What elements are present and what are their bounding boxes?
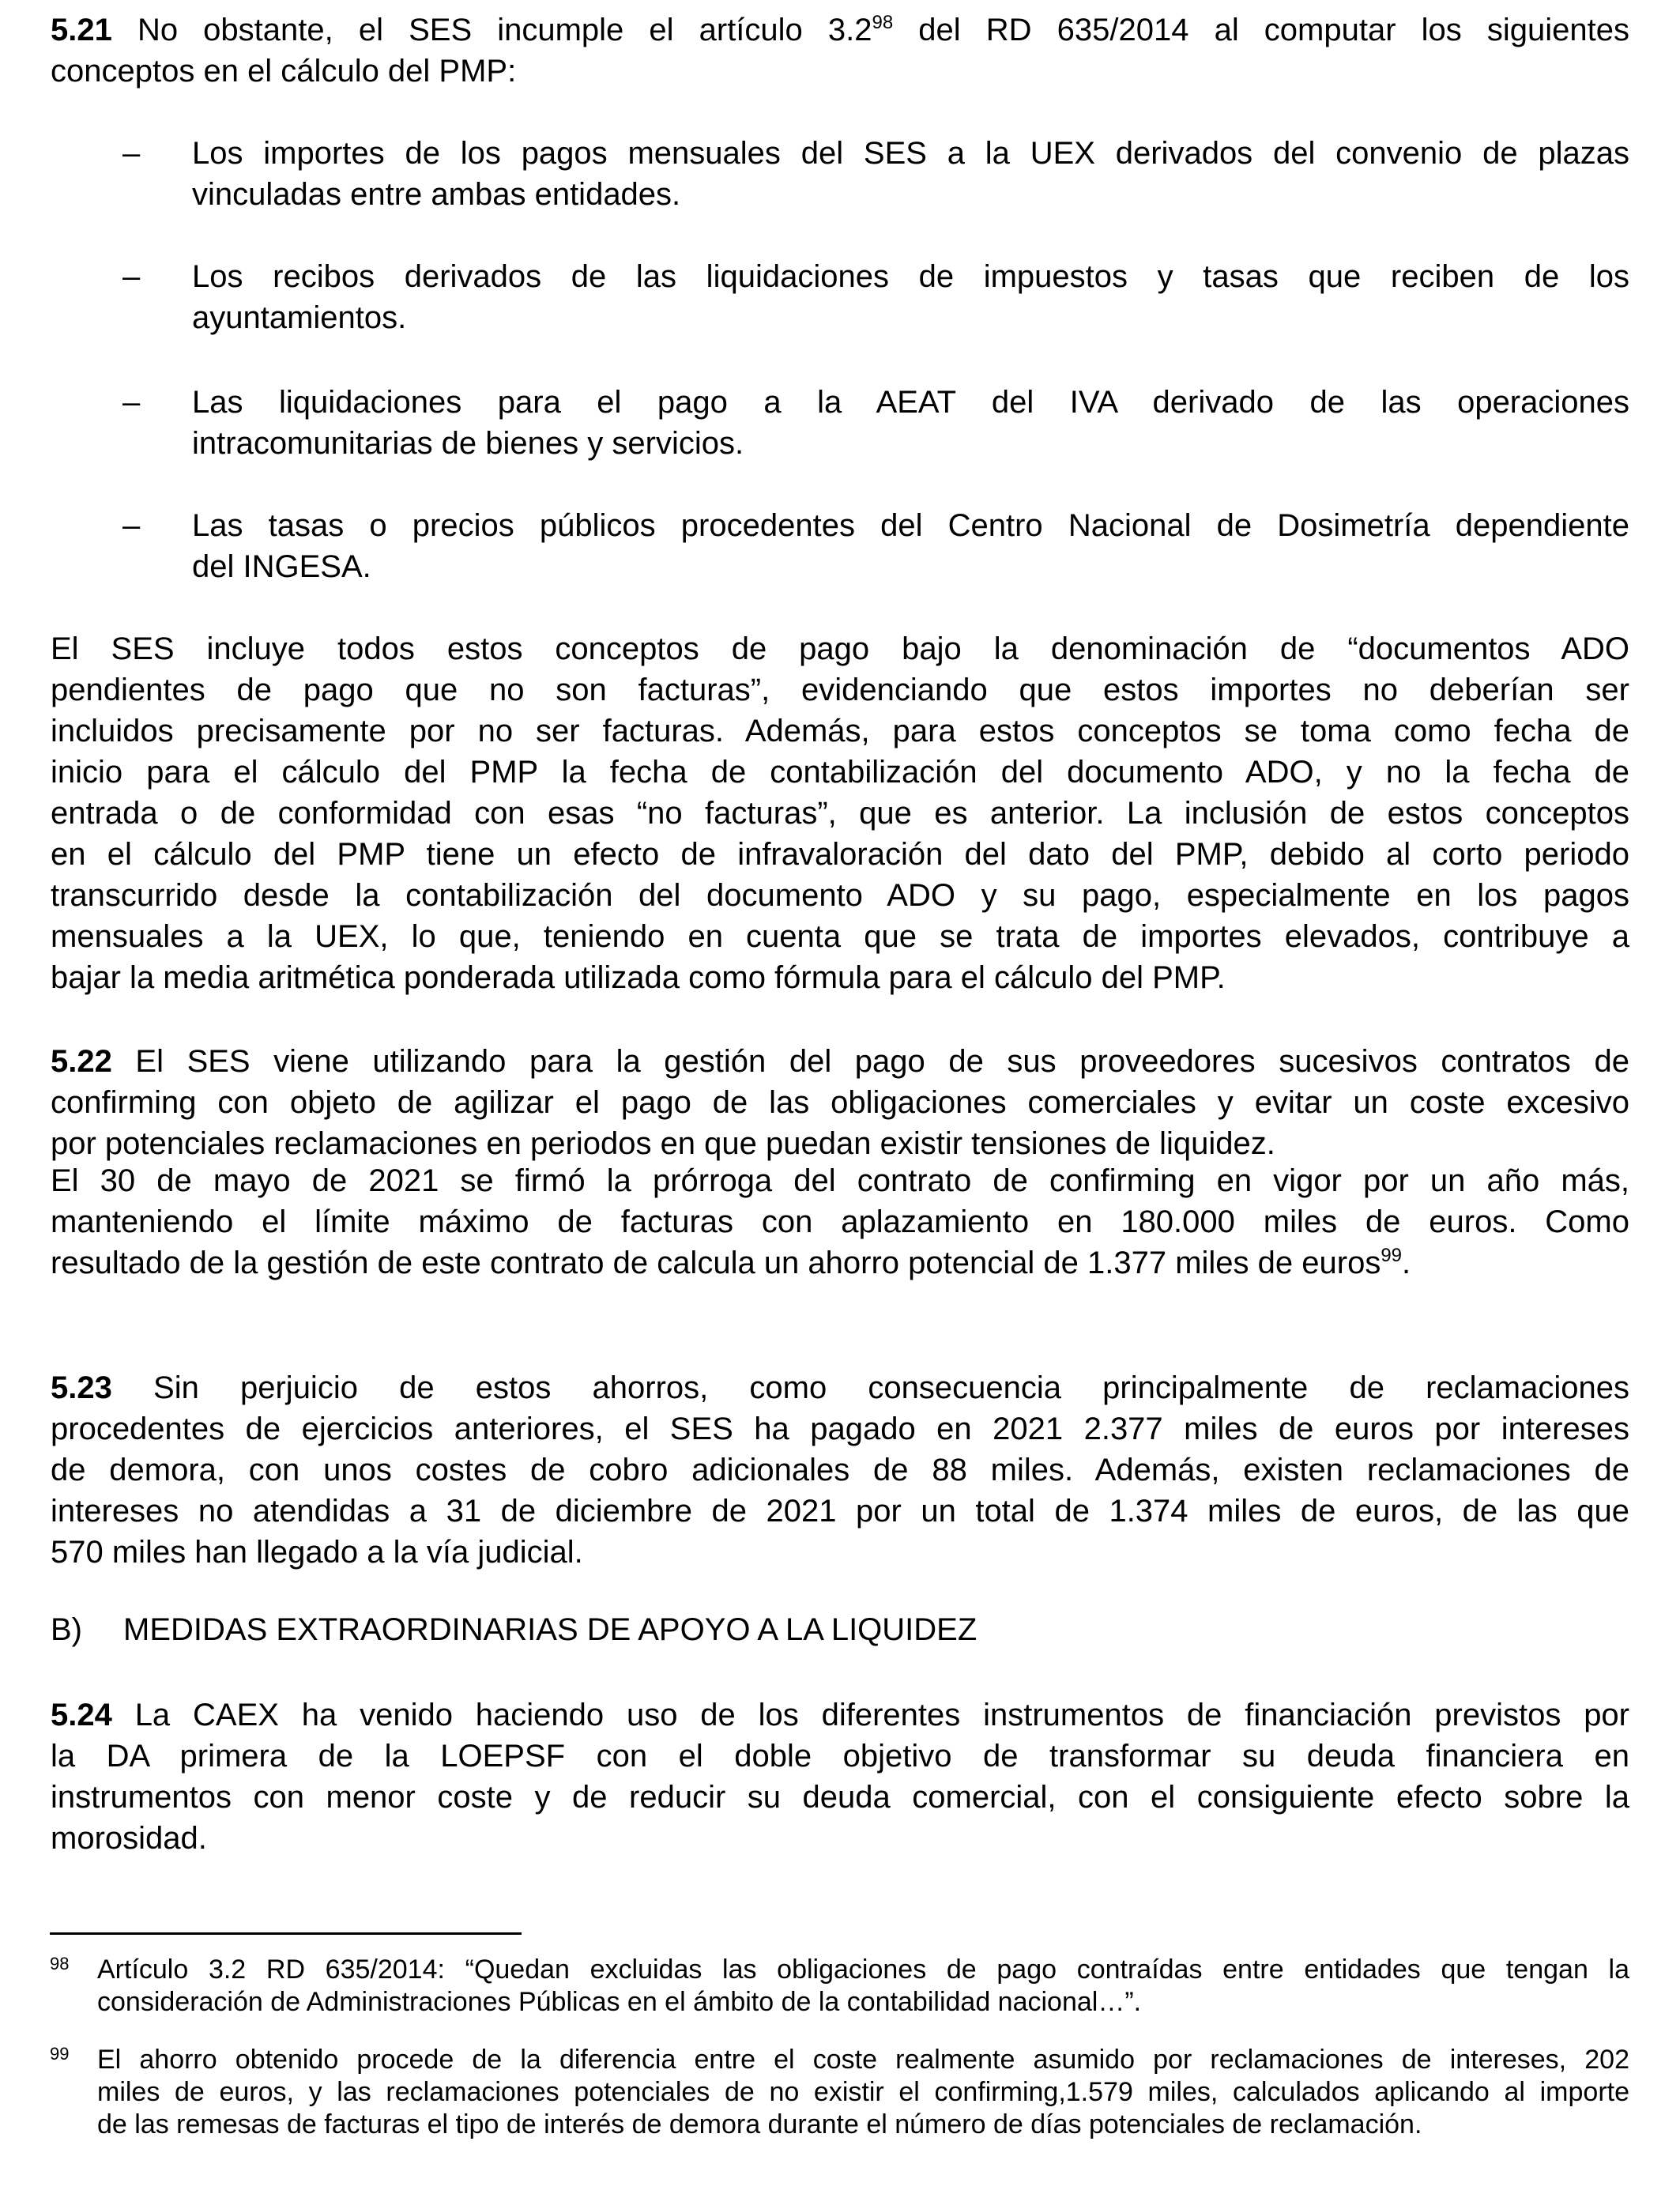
paragraph-line (51, 1367, 1629, 1408)
footnote-ref-98[interactable]: 98 (872, 12, 894, 33)
paragraph-line: bajar la media aritmética ponderada utilizada como fórmula para el cálculo del PMP. (51, 960, 1226, 995)
paragraph-line: entrada o de conformidad con esas “no facturas”, que es anterior. La inclusión de estos conceptos (51, 796, 1629, 831)
paragraph-number: 5.22 (51, 1044, 112, 1079)
paragraph-5-23 (51, 1367, 1629, 1573)
bullet-line: Los importes de los pagos mensuales del SES a la UEX derivados del convenio de plazas (192, 136, 1629, 171)
paragraph-line: conceptos en el cálculo del PMP: (51, 54, 517, 89)
bullet-line: intracomunitarias de bienes y servicios. (192, 426, 744, 461)
paragraph-5-24 (51, 1695, 1629, 1859)
paragraph-line: inicio para el cálculo del PMP la fecha de contabilización del documento ADO, y no la fecha de (51, 755, 1629, 790)
paragraph-text: No obstante, el SES incumple el artículo 3.2 (111, 13, 872, 47)
paragraph-ado-documents (51, 628, 1629, 998)
paragraph-text: Sin perjuicio de estos ahorros, como consecuencia principalmente de reclamaciones (111, 1370, 1629, 1405)
dash-bullet-icon: – (122, 385, 141, 420)
footnote-line: de las remesas de facturas el tipo de interés de demora durante el número de días potenciales de reclamación. (97, 2109, 1422, 2139)
paragraph-line: El 30 de mayo de 2021 se firmó la prórroga del contrato de confirming en vigor por un año más, (51, 1163, 1629, 1198)
paragraph-line: morosidad. (51, 1821, 207, 1856)
paragraph-line (51, 1041, 1629, 1082)
footnote-line: El ahorro obtenido procede de la diferencia entre el coste realmente asumido por reclamaciones de intereses, 202 (97, 2045, 1629, 2075)
paragraph-5-21 (51, 9, 1629, 92)
footnote-number: 98 (50, 1954, 70, 1973)
paragraph-line: en el cálculo del PMP tiene un efecto de infravaloración del dato del PMP, debido al corto periodo (51, 837, 1629, 872)
bullet-line: vinculadas entre ambas entidades. (192, 177, 681, 212)
footnote-separator (50, 1932, 522, 1935)
paragraph-line: pendientes de pago que no son facturas”, evidenciando que estos importes no deberían ser (51, 673, 1629, 707)
paragraph-line: confirming con objeto de agilizar el pago de las obligaciones comerciales y evitar un coste excesivo (51, 1085, 1629, 1120)
paragraph-confirming-extension (51, 1160, 1629, 1284)
bullet-line: Las tasas o precios públicos procedentes del Centro Nacional de Dosimetría dependiente (192, 508, 1629, 543)
bullet-line: ayuntamientos. (192, 300, 407, 335)
paragraph-number: 5.24 (51, 1698, 112, 1732)
paragraph-line: incluidos precisamente por no ser facturas. Además, para estos conceptos se toma como fecha de (51, 714, 1629, 748)
paragraph-line: intereses no atendidas a 31 de diciembre de 2021 por un total de 1.374 miles de euros, de las que (51, 1494, 1629, 1529)
paragraph-line (51, 1242, 1629, 1284)
footnote-line: Artículo 3.2 RD 635/2014: “Quedan excluidas las obligaciones de pago contraídas entre entidades que tengan la (97, 1955, 1629, 1985)
paragraph-line: procedentes de ejercicios anteriores, el SES ha pagado en 2021 2.377 miles de euros por intereses (51, 1412, 1629, 1446)
section-letter: B) (51, 1612, 82, 1647)
paragraph-line (51, 1695, 1629, 1736)
paragraph-text: El SES viene utilizando para la gestión del pago de sus proveedores sucesivos contratos de (111, 1044, 1629, 1079)
paragraph-5-22 (51, 1041, 1629, 1164)
dash-bullet-icon: – (122, 259, 141, 294)
paragraph-text: . (1402, 1246, 1411, 1280)
paragraph-line: instrumentos con menor coste y de reducir su deuda comercial, con el consiguiente efecto sobre la (51, 1780, 1629, 1815)
paragraph-line: transcurrido desde la contabilización del documento ADO y su pago, especialmente en los pagos (51, 878, 1629, 913)
bullet-line: Las liquidaciones para el pago a la AEAT del IVA derivado de las operaciones (192, 385, 1629, 420)
paragraph-line: mensuales a la UEX, lo que, teniendo en cuenta que se trata de importes elevados, contribuye a (51, 919, 1629, 954)
paragraph-line: El SES incluye todos estos conceptos de pago bajo la denominación de “documentos ADO (51, 631, 1629, 666)
paragraph-line: manteniendo el límite máximo de facturas con aplazamiento en 180.000 miles de euros. Como (51, 1204, 1629, 1239)
paragraph-text: La CAEX ha venido haciendo uso de los diferentes instrumentos de financiación previstos por (111, 1698, 1629, 1732)
paragraph-number: 5.23 (51, 1370, 112, 1405)
paragraph-number: 5.21 (51, 13, 112, 47)
paragraph-line (51, 9, 1629, 51)
bullet-line: del INGESA. (192, 549, 371, 584)
section-title: MEDIDAS EXTRAORDINARIAS DE APOYO A LA LIQUIDEZ (123, 1612, 977, 1647)
paragraph-line: 570 miles han llegado a la vía judicial. (51, 1535, 583, 1570)
paragraph-line: por potenciales reclamaciones en periodos en que puedan existir tensiones de liquidez. (51, 1126, 1275, 1161)
paragraph-text: resultado de la gestión de este contrato de calcula un ahorro potencial de 1.377 miles de euros (51, 1246, 1381, 1280)
bullet-line: Los recibos derivados de las liquidaciones de impuestos y tasas que reciben de los (192, 259, 1629, 294)
section-heading-b (51, 1609, 977, 1650)
paragraph-line: la DA primera de la LOEPSF con el doble objetivo de transformar su deuda financiera en (51, 1739, 1629, 1774)
footnote-number: 99 (50, 2044, 70, 2064)
footnote-ref-99[interactable]: 99 (1381, 1245, 1403, 1266)
dash-bullet-icon: – (122, 136, 141, 171)
dash-bullet-icon: – (122, 508, 141, 543)
paragraph-text: del RD 635/2014 al computar los siguientes (893, 13, 1629, 47)
paragraph-line: de demora, con unos costes de cobro adicionales de 88 miles. Además, existen reclamaciones de (51, 1453, 1629, 1487)
footnote-line: consideración de Administraciones Públicas en el ámbito de la contabilidad nacional…”. (97, 1987, 1142, 2017)
footnote-line: miles de euros, y las reclamaciones potenciales de no existir el confirming,1.579 miles, calculados aplicando al importe (97, 2077, 1629, 2107)
